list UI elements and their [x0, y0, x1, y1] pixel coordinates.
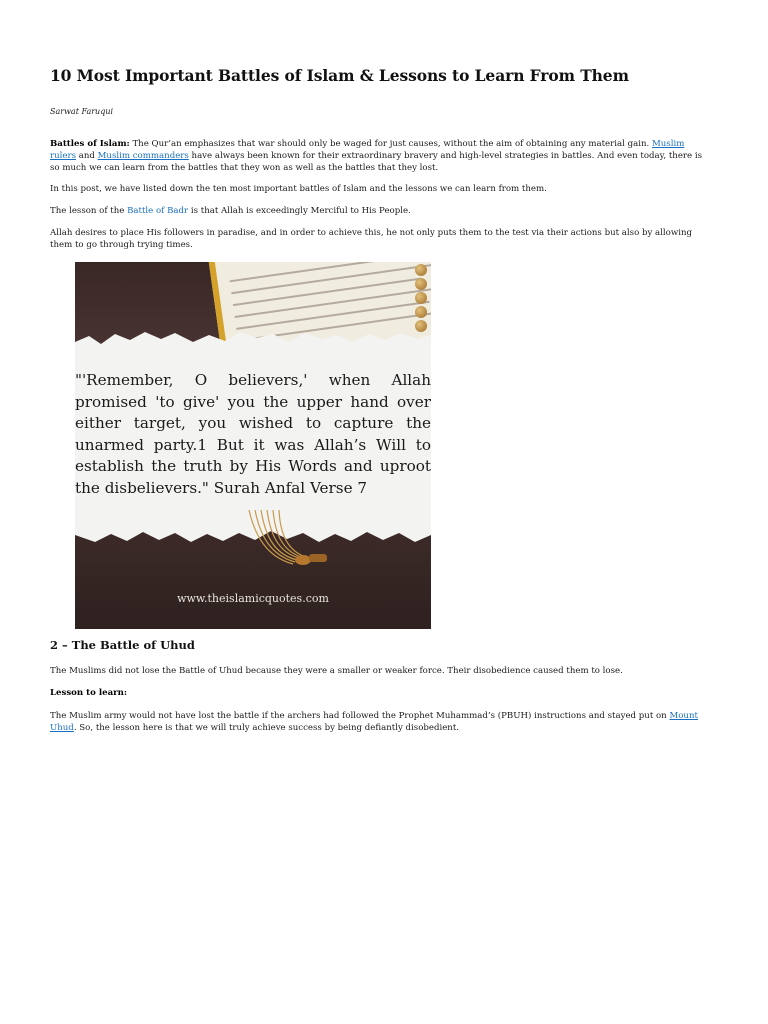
image-quote-text: "'Remember, O believers,' when Allah promised 'to give' you the upper hand over either target, you wished to capture the unarmed party.1 But it was Allah’s Will to establish the truth by His Words and uproot the disbelievers." Surah Anfal Verse 7	[75, 371, 431, 497]
battle-of-badr-link[interactable]: Battle of Badr	[127, 206, 189, 216]
intro-lead: Battles of Islam:	[50, 139, 130, 149]
uhud-lesson-paragraph	[50, 710, 710, 734]
author-name: Sarwat Faruqui	[50, 107, 114, 116]
quote-image	[75, 262, 431, 629]
lesson-label: Lesson to learn:	[50, 688, 128, 698]
badr-text-2: is that Allah is exceedingly Merciful to His People.	[188, 206, 411, 216]
intro-paragraph	[50, 138, 710, 174]
intro-text-2: and	[76, 151, 98, 161]
badr-lesson-paragraph	[50, 205, 710, 217]
list-intro-paragraph: In this post, we have listed down the ten most important battles of Islam and the lessons we can learn from them.	[50, 184, 547, 194]
tassel-illustration	[225, 510, 335, 570]
intro-text-1: The Qur’an emphasizes that war should only be waged for just causes, without the aim of obtaining any material gain.	[129, 139, 652, 149]
intro-text-3: have always been known for their extraordinary bravery and high-level strategies in battles. And even today, there is so much we can learn from the battles that they won as well as the battles that they lost.	[50, 151, 702, 173]
muslim-rulers-link[interactable]: Muslim rulers	[50, 139, 685, 161]
mount-uhud-link[interactable]: Mount Uhud	[50, 711, 698, 733]
badr-text-1: The lesson of the	[50, 206, 128, 216]
muslim-commanders-link[interactable]: Muslim commanders	[97, 151, 189, 161]
image-watermark: www.theislamicquotes.com	[177, 592, 329, 605]
uhud-lesson-text-1: The Muslim army would not have lost the battle if the archers had followed the Prophet Muhammad’s (PBUH) instructions and stayed put on	[50, 711, 670, 721]
paradise-paragraph: Allah desires to place His followers in paradise, and in order to achieve this, he not only puts them to the test via their actions but also by allowing them to go through trying times.	[50, 228, 692, 250]
uhud-lesson-text-2: . So, the lesson here is that we will truly achieve success by being defiantly disobedient.	[73, 723, 460, 733]
article-title: 10 Most Important Battles of Islam & Lessons to Learn From Them	[50, 66, 629, 85]
section-heading-uhud: 2 – The Battle of Uhud	[50, 638, 195, 652]
uhud-paragraph: The Muslims did not lose the Battle of Uhud because they were a smaller or weaker force. Their disobedience caused them to lose.	[50, 666, 623, 676]
